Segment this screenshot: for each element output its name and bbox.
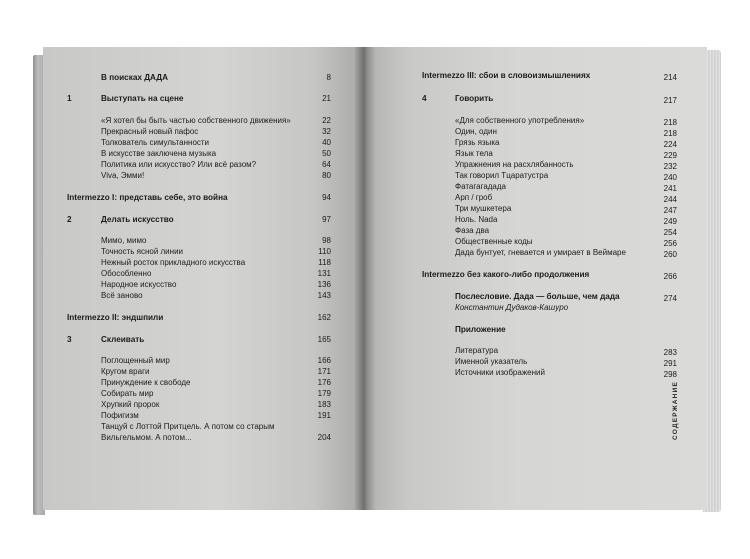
- toc-entry-title: Ноль. Nada: [455, 215, 498, 224]
- toc-page-number: 298: [663, 370, 677, 379]
- toc-page-number: 204: [317, 433, 331, 442]
- toc-entry-title: Литература: [455, 346, 499, 355]
- toc-page-number: 22: [322, 116, 331, 125]
- toc-page-number: 283: [663, 348, 677, 357]
- toc-page-number: 21: [322, 94, 331, 103]
- toc-entry-title: Кругом враги: [101, 367, 150, 376]
- toc-page-number: 241: [663, 184, 677, 193]
- toc-page-number: 224: [663, 140, 677, 149]
- toc-page-number: 166: [317, 356, 331, 365]
- toc-entry-title: Viva, Эмми!: [101, 171, 145, 180]
- toc-entry-title: Язык тела: [455, 149, 493, 158]
- toc-entry-title: Упражнения на расхлябанность: [455, 160, 574, 169]
- toc-page-number: 232: [663, 162, 677, 171]
- toc-entry-title: Грязь языка: [455, 138, 500, 147]
- toc-entry-title: «Я хотел бы быть частью собственного движения»: [101, 116, 291, 125]
- toc-entry-title: Выступать на сцене: [101, 94, 184, 103]
- toc-entry-title: Источники изображений: [455, 368, 545, 377]
- contents-running-head: СОДЕРЖАНИЕ: [672, 381, 679, 440]
- toc-chapter-number: 1: [67, 94, 72, 103]
- toc-entry-title: Константин Дудаков-Кашуро: [455, 303, 569, 312]
- toc-entry-title: Прекрасный новый пафос: [101, 127, 199, 136]
- toc-entry-title: Пофигизм: [101, 411, 139, 420]
- toc-page-number: 256: [663, 239, 677, 248]
- toc-entry-title: В поисках ДАДА: [101, 73, 168, 82]
- toc-page-number: 244: [663, 195, 677, 204]
- toc-page-number: 229: [663, 151, 677, 160]
- toc-entry-title: Послесловие. Дада — больше, чем дада: [455, 292, 620, 301]
- toc-page-number: 274: [663, 294, 677, 303]
- toc-page-number: 254: [663, 228, 677, 237]
- toc-page-number: 217: [663, 96, 677, 105]
- toc-page-number: 218: [663, 118, 677, 127]
- toc-entry-title: Говорить: [455, 94, 494, 103]
- toc-entry-title: Общественные коды: [455, 237, 533, 246]
- toc-entry-title: Толкователь симультанности: [101, 138, 210, 147]
- toc-page-number: 165: [317, 335, 331, 344]
- toc-entry-title: Политика или искусство? Или всё разом?: [101, 160, 257, 169]
- toc-chapter-number: 4: [422, 94, 427, 103]
- toc-page-number: 110: [318, 247, 331, 256]
- toc-page-number: 176: [317, 378, 331, 387]
- toc-page-number: 171: [317, 367, 331, 376]
- toc-entry-title: Intermezzo I: представь себе, это война: [67, 193, 228, 202]
- toc-page-number: 179: [317, 389, 331, 398]
- toc-page-number: 98: [322, 236, 331, 245]
- toc-page-number: 266: [663, 272, 677, 281]
- toc-entry-title: Обособленно: [101, 269, 152, 278]
- toc-page-number: 218: [663, 129, 677, 138]
- toc-entry-title: «Для собственного употребления»: [455, 116, 585, 125]
- toc-page-number: 191: [317, 411, 331, 420]
- toc-entry-title: Фаза два: [455, 226, 490, 235]
- toc-entry-title: Мимо, мимо: [101, 236, 147, 245]
- toc-page-number: 183: [317, 400, 331, 409]
- toc-page-number: 50: [322, 149, 331, 158]
- toc-page-number: 291: [663, 359, 677, 368]
- toc-page-number: 32: [322, 127, 331, 136]
- toc-entry-title: Приложение: [455, 325, 506, 334]
- toc-page-number: 64: [322, 160, 331, 169]
- toc-entry-title: Делать искусство: [101, 215, 174, 224]
- toc-page-number: 249: [663, 217, 677, 226]
- toc-page-number: 8: [326, 73, 331, 82]
- toc-entry-title: Один, один: [455, 127, 497, 136]
- toc-entry-title: Дада бунтует, гневается и умирает в Веймаре: [455, 248, 626, 257]
- toc-page-number: 260: [663, 250, 677, 259]
- toc-chapter-number: 2: [67, 215, 72, 224]
- toc-chapter-number: 3: [67, 335, 72, 344]
- toc-entry-title: Три мушкетера: [455, 204, 512, 213]
- toc-entry-title: Именной указатель: [455, 357, 528, 366]
- toc-page-number: 143: [317, 291, 331, 300]
- toc-entry-title: Фатагагадада: [455, 182, 506, 191]
- toc-entry-title: Хрупкий пророк: [101, 400, 160, 409]
- toc-page-number: 40: [322, 138, 331, 147]
- toc-entry-title: Так говорил Тцаратустра: [455, 171, 549, 180]
- toc-page-number: 97: [322, 215, 331, 224]
- toc-entry-title: Арп / гроб: [455, 193, 493, 202]
- toc-entry-title: В искусстве заключена музыка: [101, 149, 217, 158]
- toc-entry-title: Собирать мир: [101, 389, 154, 398]
- left-page: [43, 47, 361, 510]
- toc-page-number: 80: [322, 171, 331, 180]
- toc-entry-title: Всё заново: [101, 291, 143, 300]
- toc-entry-title: Народное искусство: [101, 280, 177, 289]
- toc-page-number: 94: [322, 193, 331, 202]
- toc-entry-title: Поглощенный мир: [101, 356, 170, 365]
- toc-entry-title: Принуждение к свободе: [101, 378, 191, 387]
- toc-entry-title: Склеивать: [101, 335, 145, 344]
- toc-entry-title: Intermezzo III: сбои в словоизмышлениях: [422, 71, 591, 80]
- toc-entry-title: Вильгельмом. А потом...: [101, 433, 192, 442]
- toc-entry-title: Intermezzo без какого-либо продолжения: [422, 270, 590, 279]
- right-page: [369, 47, 707, 510]
- book-gutter: [355, 47, 375, 510]
- toc-entry-title: Intermezzo II: эндшпили: [67, 313, 164, 322]
- toc-page-number: 247: [663, 206, 677, 215]
- toc-page-number: 240: [663, 173, 677, 182]
- toc-entry-title: Танцуй с Лоттой Притцель. А потом со старым: [101, 422, 275, 431]
- toc-page-number: 162: [317, 313, 331, 322]
- toc-entry-title: Нежный росток прикладного искусства: [101, 258, 246, 267]
- toc-page-number: 214: [663, 73, 677, 82]
- toc-entry-title: Точность ясной линии: [101, 247, 184, 256]
- toc-page-number: 136: [317, 280, 331, 289]
- toc-page-number: 118: [318, 258, 331, 267]
- toc-page-number: 131: [317, 269, 331, 278]
